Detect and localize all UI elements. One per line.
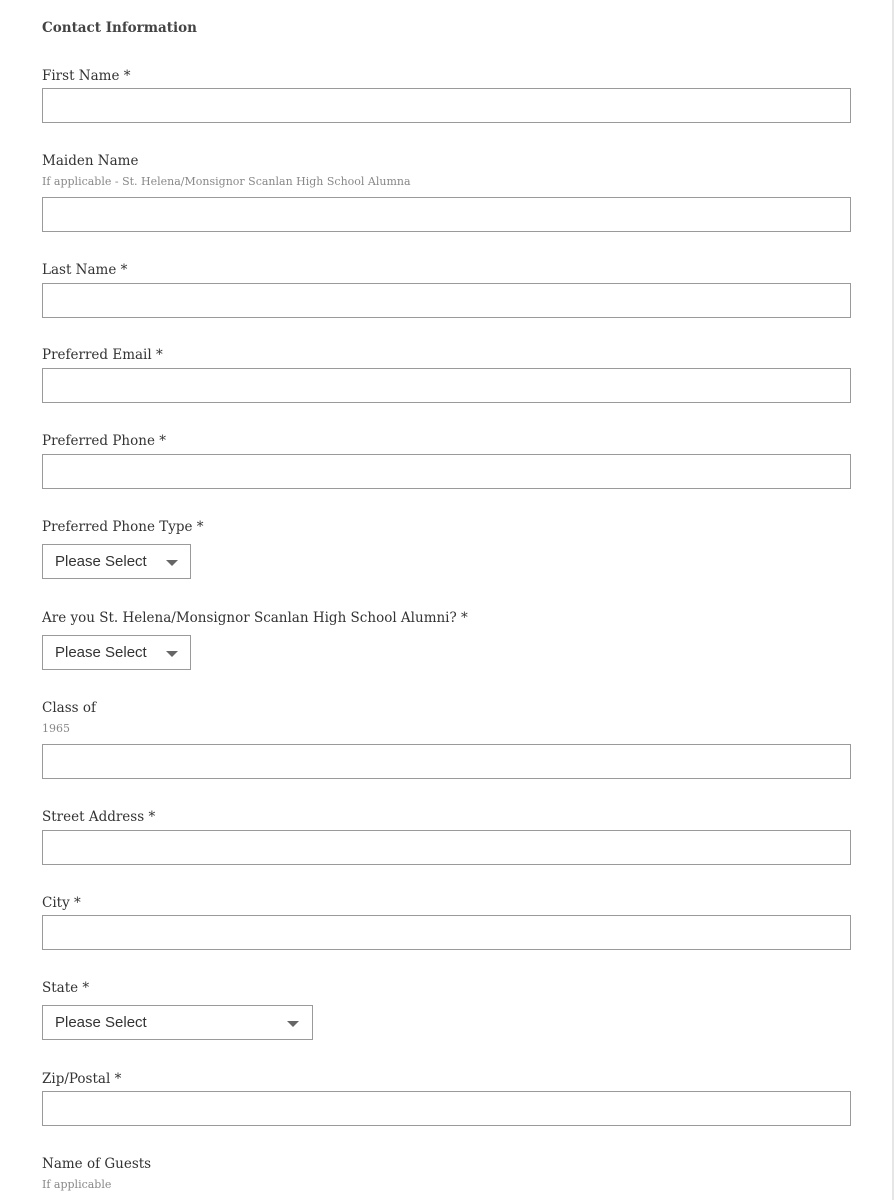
street-input[interactable] [42,830,851,865]
class-of-help: 1965 [42,722,70,735]
phone-type-selected: Please Select [55,553,147,570]
first-name-input[interactable] [42,88,851,123]
phone-type-select[interactable] [42,544,191,579]
guests-help: If applicable [42,1178,112,1191]
state-selected: Please Select [55,1014,147,1031]
chevron-down-icon [166,560,178,566]
street-label: Street Address * [42,809,156,825]
zip-label: Zip/Postal * [42,1071,122,1087]
last-name-input[interactable] [42,283,851,318]
phone-label: Preferred Phone * [42,433,166,449]
maiden-name-help: If applicable - St. Helena/Monsignor Scanlan High School Alumna [42,175,411,188]
guests-label: Name of Guests [42,1156,152,1172]
chevron-down-icon [287,1021,299,1027]
email-input[interactable] [42,368,851,403]
scrollbar-track[interactable] [892,0,894,1200]
alumni-select[interactable] [42,635,191,670]
phone-input[interactable] [42,454,851,489]
last-name-label: Last Name * [42,262,128,278]
zip-input[interactable] [42,1091,851,1126]
alumni-label: Are you St. Helena/Monsignor Scanlan High School Alumni? * [42,610,468,626]
chevron-down-icon [166,651,178,657]
email-label: Preferred Email * [42,347,163,363]
city-input[interactable] [42,915,851,950]
first-name-label: First Name * [42,68,131,84]
maiden-name-label: Maiden Name [42,153,139,169]
section-title: Contact Information [42,20,197,36]
class-of-input[interactable] [42,744,851,779]
city-label: City * [42,895,81,911]
class-of-label: Class of [42,700,96,716]
alumni-selected: Please Select [55,644,147,661]
maiden-name-input[interactable] [42,197,851,232]
phone-type-label: Preferred Phone Type * [42,519,204,535]
state-label: State * [42,980,90,996]
state-select[interactable] [42,1005,313,1040]
